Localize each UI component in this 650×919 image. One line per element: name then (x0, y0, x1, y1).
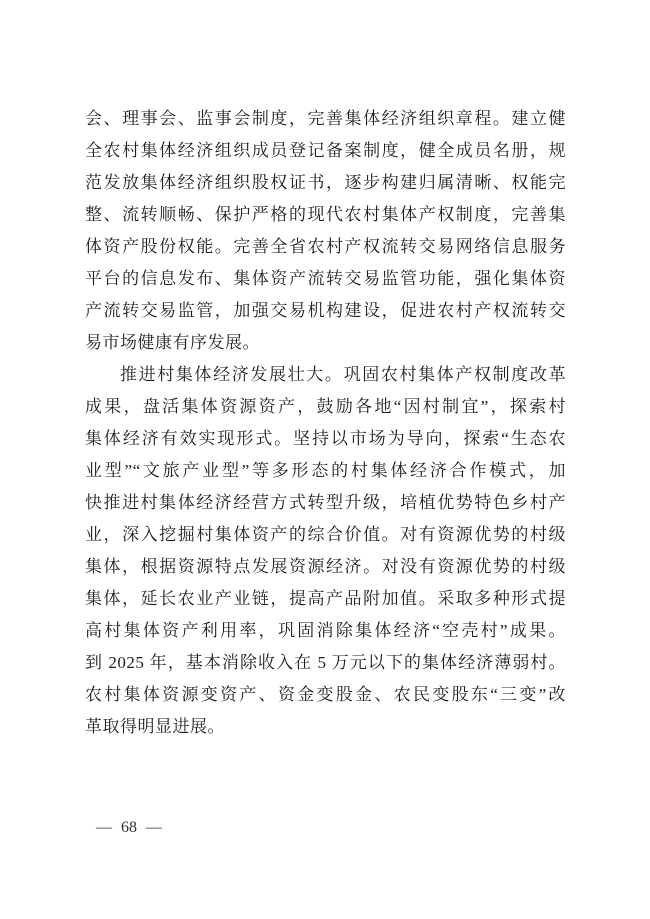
text-line: 易市场健康有序发展。 (85, 333, 260, 352)
text-line: 产流转交易监管，加强交易机构建设，促进农村产权流转交 (85, 301, 566, 320)
text-line: 推进村集体经济发展壮大。巩固农村集体产权制度改革 (120, 365, 566, 384)
page-number: 68 (121, 819, 137, 836)
text-line: 会、理事会、监事会制度，完善集体经济组织章程。建立健 (85, 109, 566, 128)
text-line: 革取得明显进展。 (85, 717, 225, 736)
footer-right-dash: — (146, 819, 162, 836)
text-line: 整、流转顺畅、保护严格的现代农村集体产权制度，完善集 (85, 205, 566, 224)
text-line: 全农村集体经济组织成员登记备案制度，健全成员名册，规 (85, 141, 566, 160)
text-line: 集体，根据资源特点发展资源经济。对没有资源优势的村级 (85, 557, 566, 576)
paragraph (85, 359, 566, 743)
text-line: 范发放集体经济组织股权证书，逐步构建归属清晰、权能完 (85, 173, 566, 192)
body-text (85, 103, 566, 743)
text-line: 到 2025 年，基本消除收入在 5 万元以下的集体经济薄弱村。 (85, 653, 566, 672)
text-line: 业，深入挖掘村集体资产的综合价值。对有资源优势的村级 (85, 525, 566, 544)
text-line: 快推进村集体经济经营方式转型升级，培植优势特色乡村产 (85, 493, 566, 512)
text-line: 农村集体资源变资产、资金变股金、农民变股东“三变”改 (85, 685, 566, 704)
text-line: 业型”“文旅产业型”等多形态的村集体经济合作模式，加 (85, 461, 566, 480)
text-line: 高村集体资产利用率，巩固消除集体经济“空壳村”成果。 (85, 621, 566, 640)
text-line: 平台的信息发布、集体资产流转交易监管功能，强化集体资 (85, 269, 566, 288)
footer-left-dash: — (96, 819, 112, 836)
paragraph (85, 103, 566, 359)
text-line: 体资产股份权能。完善全省农村产权流转交易网络信息服务 (85, 237, 566, 256)
text-line: 集体经济有效实现形式。坚持以市场为导向，探索“生态农 (85, 429, 566, 448)
page-footer (96, 818, 162, 838)
text-line: 成果，盘活集体资源资产，鼓励各地“因村制宜”，探索村 (85, 397, 566, 416)
text-line: 集体，延长农业产业链，提高产品附加值。采取多种形式提 (85, 589, 566, 608)
